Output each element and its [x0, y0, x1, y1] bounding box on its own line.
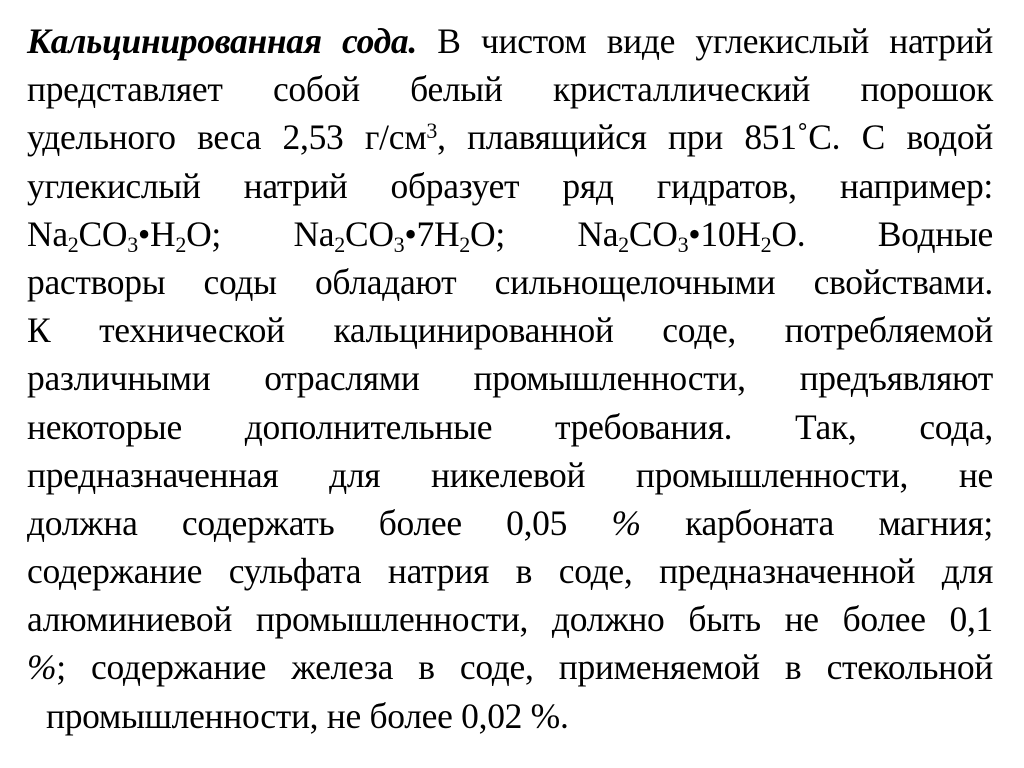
- text-line-3: [27, 113, 993, 161]
- formula-part: •7H: [404, 213, 460, 254]
- melting-text: , плавящийся при 851˚С. С водой: [437, 117, 993, 158]
- formula-part: CO: [628, 213, 678, 254]
- formula-decahydrate: [577, 213, 806, 257]
- magnesium-text-start: должна содержать более 0,05: [27, 502, 612, 543]
- formula-subscript: 2: [459, 231, 470, 257]
- formula-part: Na: [293, 213, 335, 254]
- text-line-13: алюминиевой промышленности, должно быть не более 0,1: [27, 599, 993, 640]
- formula-subscript: 2: [618, 231, 629, 257]
- iron-text: ; содержание железа в соде, применяемой в стекольной: [56, 647, 993, 688]
- formula-subscript: 2: [67, 231, 79, 257]
- text-line-15: промышленности, не более 0,02 %.: [46, 695, 569, 736]
- formula-part: •H: [137, 213, 176, 254]
- percent-sign: %: [611, 502, 641, 543]
- formula-part: Na: [27, 213, 68, 254]
- text-line-9: некоторые дополнительные требования. Так, сода,: [27, 406, 993, 447]
- formula-tail-word: Водные: [877, 213, 994, 254]
- text-line-12: содержание сульфата натрия в соде, предназначенной для: [27, 551, 993, 592]
- text-line-8: различными отраслями промышленности, предъявляют: [27, 358, 993, 399]
- superscript-3: 3: [426, 118, 438, 144]
- formula-part: O.: [771, 213, 806, 254]
- formula-part: O;: [470, 213, 505, 254]
- percent-sign: %: [27, 647, 57, 688]
- density-text: удельного веса 2,53 г/см: [27, 117, 427, 158]
- formula-subscript: 3: [127, 231, 138, 257]
- formula-subscript: 3: [393, 231, 405, 257]
- text-line-1: [27, 17, 993, 65]
- formula-part: Na: [577, 213, 619, 254]
- text-line-10: предназначенная для никелевой промышленности, не: [27, 454, 993, 495]
- formula-part: CO: [78, 213, 128, 254]
- formula-monohydrate: [27, 213, 221, 257]
- paragraph-text: [27, 17, 993, 740]
- text-line-4: углекислый натрий образует ряд гидратов, например:: [27, 165, 993, 206]
- magnesium-text-end: карбоната магния;: [640, 502, 993, 543]
- lead-term: Кальцинированная сода.: [27, 21, 417, 61]
- line-1-text: В чистом виде углекислый натрий: [416, 21, 993, 61]
- formula-subscript: 2: [175, 231, 187, 257]
- formula-subscript: 2: [334, 231, 345, 257]
- formula-part: •10H: [688, 213, 761, 254]
- formula-part: CO: [344, 213, 394, 254]
- text-line-5-formulas: [27, 210, 993, 258]
- text-line-7: К технической кальцинированной соде, потребляемой: [27, 310, 993, 351]
- text-line-2: представляет собой белый кристаллический порошок: [27, 69, 993, 110]
- text-line-14: [27, 643, 993, 691]
- formula-heptahydrate: [293, 213, 505, 257]
- formula-subscript: 2: [760, 231, 772, 257]
- text-line-6: растворы соды обладают сильнощелочными свойствами.: [27, 261, 993, 302]
- formula-part: O;: [186, 213, 221, 254]
- formula-subscript: 3: [677, 231, 689, 257]
- text-line-11: [27, 499, 993, 547]
